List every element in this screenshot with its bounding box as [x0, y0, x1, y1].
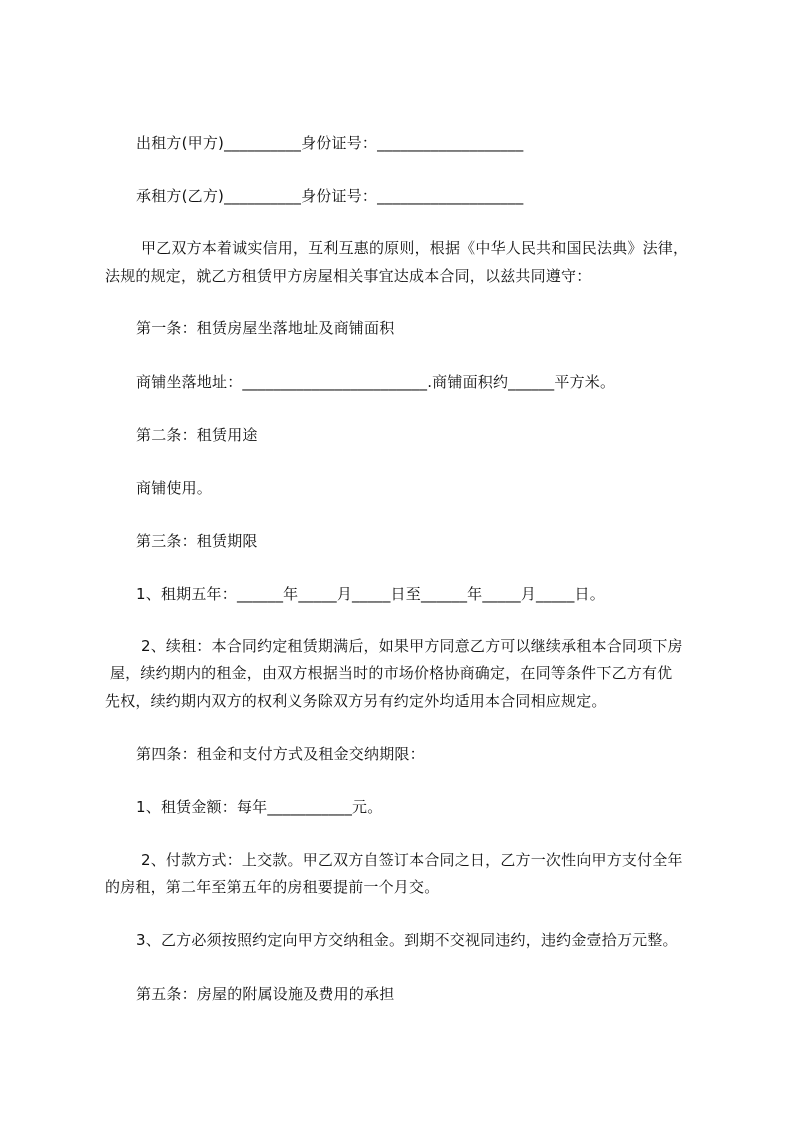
- article-3-heading: 第三条：租赁期限: [136, 532, 258, 550]
- article-1-heading: 第一条：租赁房屋坐落地址及商铺面积: [136, 319, 395, 337]
- preamble-line-1: 甲乙双方本着诚实信用，互利互惠的原则，根据《中华人民共和国民法典》法律，: [136, 239, 689, 257]
- lessor-line: 出租方(甲方)__________身份证号：___________________: [136, 134, 524, 152]
- payment-line-2: 的房租，第二年至第五年的房租要提前一个月交。: [105, 878, 440, 896]
- payment-line-1: 2、付款方式：上交款。甲乙双方自签订本合同之日，乙方一次性向甲方支付全年: [136, 851, 683, 869]
- preamble-line-2: 法规的规定，就乙方租赁甲方房屋相关事宜达成本合同，以兹共同遵守：: [105, 267, 592, 285]
- lessee-line: 承租方(乙方)__________身份证号：___________________: [136, 187, 524, 205]
- renewal-line-1: 2、续租：本合同约定租赁期满后，如果甲方同意乙方可以继续承租本合同项下房: [136, 637, 683, 655]
- renewal-line-2: 屋，续约期内的租金，由双方根据当时的市场价格协商确定，在同等条件下乙方有优: [105, 664, 673, 682]
- article-4-heading: 第四条：租金和支付方式及租金交纳期限：: [136, 745, 425, 763]
- rent-amount-line: 1、租赁金额：每年___________元。: [136, 798, 383, 816]
- penalty-line: 3、乙方必须按照约定向甲方交纳租金。到期不交视同违约，违约金壹拾万元整。: [136, 931, 678, 949]
- article-5-heading: 第五条：房屋的附属设施及费用的承担: [136, 985, 395, 1003]
- usage-line: 商铺使用。: [136, 479, 213, 497]
- shop-address-line: 商铺坐落地址：________________________.商铺面积约______平方米。: [136, 373, 616, 391]
- article-2-heading: 第二条：租赁用途: [136, 426, 258, 444]
- renewal-line-3: 先权，续约期内双方的权利义务除双方另有约定外均适用本合同相应规定。: [105, 692, 607, 710]
- term-line: 1、租期五年：______年_____月_____日至______年_____月_____日。: [136, 585, 605, 603]
